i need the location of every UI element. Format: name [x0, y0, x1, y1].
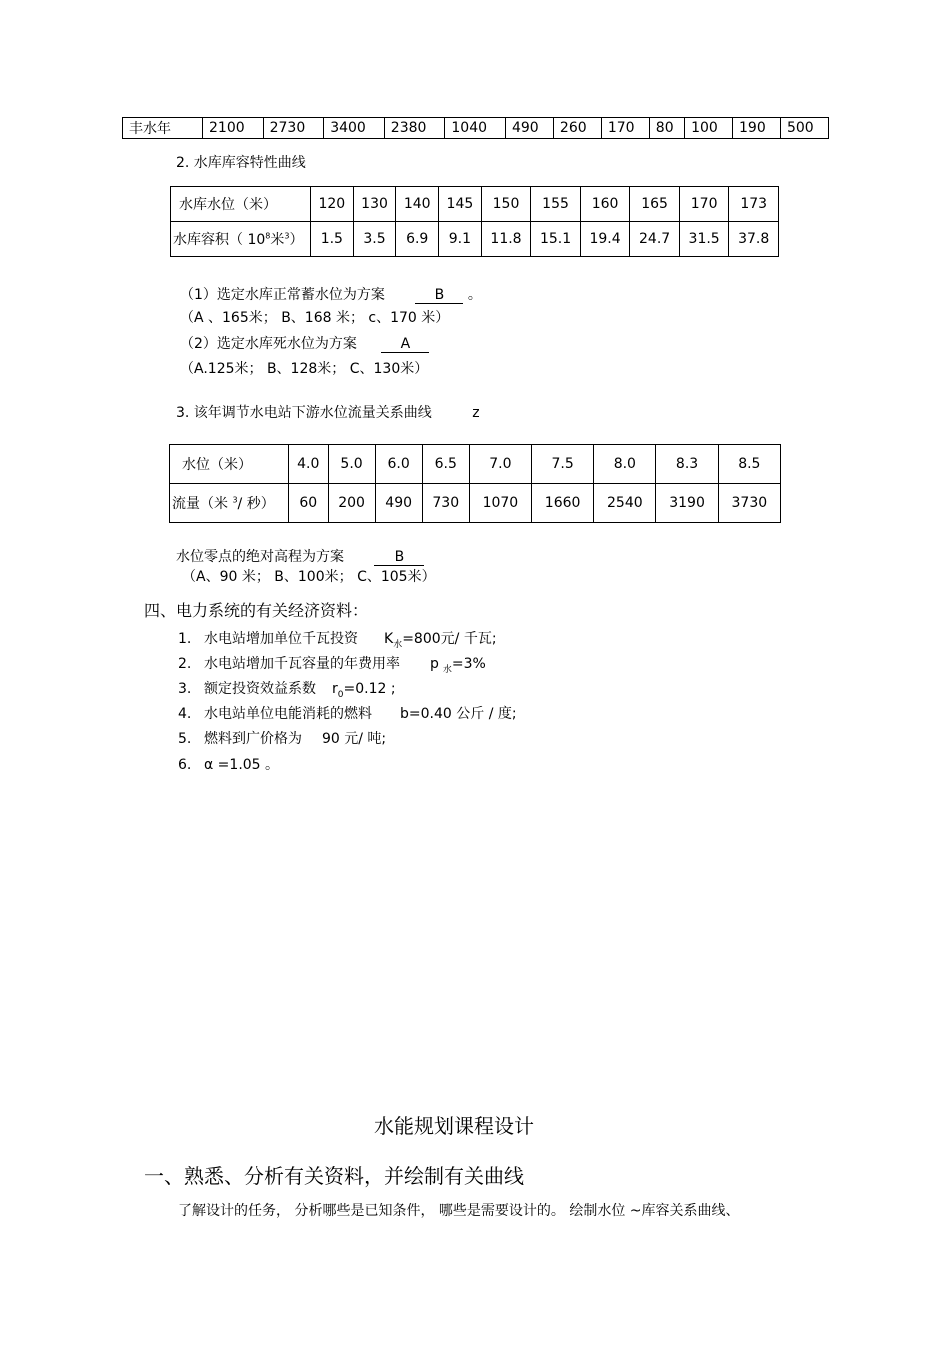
trailing-char: z — [472, 405, 480, 421]
table-cell: 9.1 — [439, 222, 482, 257]
table-cell: 31.5 — [679, 222, 729, 257]
item-rest: =800元/ 千瓦; — [402, 631, 497, 647]
table-cell: 8.3 — [656, 445, 718, 484]
item-number: 6. — [178, 757, 192, 773]
table-cell: 145 — [439, 187, 482, 222]
zero-point-question — [176, 546, 424, 566]
item-number: 2. — [178, 656, 192, 672]
section-3-title — [176, 402, 480, 422]
table-cell: 120 — [311, 187, 354, 222]
item-text: 额定投资效益系数 — [204, 681, 316, 697]
list-item — [178, 653, 486, 675]
item-value: 90 元/ — [322, 731, 363, 747]
question-1-options: （A 、165米； B、168 米； c、170 米） — [180, 310, 450, 326]
table-cell: 500 — [780, 118, 828, 139]
table-cell: 150 — [481, 187, 531, 222]
label-text: 水库容积（ 10 — [173, 232, 266, 248]
table-cell: 2730 — [263, 118, 324, 139]
label-text: 米 — [270, 232, 285, 248]
table-row — [171, 222, 779, 257]
table-row — [171, 187, 779, 222]
section-title-text: 3. 该年调节水电站下游水位流量关系曲线 — [176, 405, 432, 421]
section-2-title: 2. 水库库容特性曲线 — [176, 155, 306, 171]
table-cell: 260 — [553, 118, 601, 139]
table-cell: 490 — [505, 118, 553, 139]
table-cell: 730 — [422, 484, 469, 523]
superscript: 3 — [284, 231, 290, 241]
table-cell: 200 — [328, 484, 375, 523]
table-cell: 3400 — [324, 118, 385, 139]
table-cell: 24.7 — [630, 222, 680, 257]
table-cell: 490 — [375, 484, 422, 523]
table-cell: 140 — [396, 187, 439, 222]
superscript: 8 — [265, 231, 271, 241]
table-cell: 8.5 — [718, 445, 780, 484]
question-text: 水位零点的绝对高程为方案 — [176, 549, 344, 565]
table-cell-label — [171, 222, 311, 257]
tailwater-flow-table — [169, 444, 781, 523]
item-rest: =0.12 ; — [343, 681, 396, 697]
item-text: 燃料到广价格为 — [204, 731, 302, 747]
item-value: r — [332, 681, 338, 697]
list-item — [178, 703, 517, 723]
section-1-heading: 一、熟悉、分析有关资料，并绘制有关曲线 — [144, 1164, 524, 1188]
question-text: （2）选定水库死水位为方案 — [180, 336, 357, 352]
table-cell: 155 — [531, 187, 581, 222]
table-cell: 80 — [649, 118, 684, 139]
item-number: 4. — [178, 706, 192, 722]
item-text: 水电站增加千瓦容量的年费用率 — [204, 656, 400, 672]
list-item — [178, 628, 497, 650]
item-rest: =3% — [451, 656, 486, 672]
table-cell: 5.0 — [328, 445, 375, 484]
table-row — [123, 118, 829, 139]
table-cell: 160 — [580, 187, 630, 222]
answer-blank: B — [415, 287, 463, 304]
table-cell: 170 — [679, 187, 729, 222]
table-cell: 1040 — [445, 118, 506, 139]
answer-blank: B — [374, 549, 424, 566]
paragraph: 了解设计的任务， 分析哪些是已知条件， 哪些是需要设计的。 绘制水位 ~库容关系曲线、 — [178, 1203, 740, 1219]
item-rest: 吨; — [362, 731, 387, 747]
question-2 — [180, 333, 429, 353]
table-cell: 170 — [601, 118, 649, 139]
list-item — [178, 728, 386, 748]
table-cell: 6.5 — [422, 445, 469, 484]
item-value: p — [430, 656, 439, 672]
reservoir-capacity-table — [170, 186, 779, 257]
table-cell: 7.0 — [469, 445, 531, 484]
table-cell: 15.1 — [531, 222, 581, 257]
table-cell: 11.8 — [481, 222, 531, 257]
table-cell: 2540 — [594, 484, 656, 523]
table-cell: 173 — [729, 187, 779, 222]
punctuation: 。 — [467, 287, 482, 303]
table-cell-label: 水库水位（米） — [171, 187, 311, 222]
table-cell: 3190 — [656, 484, 718, 523]
question-1 — [180, 284, 482, 304]
table-cell-label: 丰水年 — [123, 118, 203, 139]
item-number: 1. — [178, 631, 192, 647]
table-cell: 1660 — [532, 484, 594, 523]
table-cell: 1.5 — [311, 222, 354, 257]
item-text: 水电站单位电能消耗的燃料 — [204, 706, 372, 722]
table-row — [170, 445, 781, 484]
wet-year-table — [122, 117, 829, 139]
table-cell: 2380 — [384, 118, 445, 139]
question-text: （1）选定水库正常蓄水位为方案 — [180, 287, 385, 303]
table-cell: 19.4 — [580, 222, 630, 257]
table-cell: 3730 — [718, 484, 780, 523]
table-cell: 2100 — [203, 118, 264, 139]
label-text: 流量（米 — [172, 496, 233, 512]
table-cell: 7.5 — [532, 445, 594, 484]
table-cell: 1070 — [469, 484, 531, 523]
item-text: α =1.05 。 — [204, 757, 280, 773]
subscript: 水 — [442, 664, 452, 675]
table-cell: 60 — [289, 484, 329, 523]
superscript: 3 — [232, 495, 238, 505]
subscript: 0 — [337, 689, 344, 700]
table-cell: 6.9 — [396, 222, 439, 257]
list-item — [178, 678, 396, 700]
table-cell: 37.8 — [729, 222, 779, 257]
table-cell: 3.5 — [353, 222, 396, 257]
item-text: 水电站增加单位千瓦投资 — [204, 631, 358, 647]
table-cell: 100 — [685, 118, 733, 139]
item-value: b=0.40 — [400, 706, 452, 722]
zero-point-options: （A、90 米； B、100米； C、105米） — [182, 569, 436, 585]
question-2-options: （A.125米； B、128米； C、130米） — [180, 361, 429, 377]
section-4-heading: 四、电力系统的有关经济资料： — [144, 601, 369, 620]
item-rest: 公斤 / 度; — [451, 706, 517, 722]
list-item — [178, 754, 279, 774]
table-cell: 165 — [630, 187, 680, 222]
table-cell: 4.0 — [289, 445, 329, 484]
page-title: 水能规划课程设计 — [374, 1114, 534, 1138]
table-cell: 130 — [353, 187, 396, 222]
table-cell: 6.0 — [375, 445, 422, 484]
subscript: 水 — [393, 639, 403, 650]
item-number: 5. — [178, 731, 192, 747]
label-text: ） — [289, 232, 304, 248]
item-number: 3. — [178, 681, 192, 697]
item-value: K — [384, 631, 394, 647]
answer-blank: A — [381, 336, 429, 353]
label-text: / 秒） — [237, 496, 275, 512]
table-cell: 8.0 — [594, 445, 656, 484]
table-row — [170, 484, 781, 523]
table-cell-label: 水位（米） — [170, 445, 289, 484]
table-cell-label — [170, 484, 289, 523]
table-cell: 190 — [733, 118, 781, 139]
